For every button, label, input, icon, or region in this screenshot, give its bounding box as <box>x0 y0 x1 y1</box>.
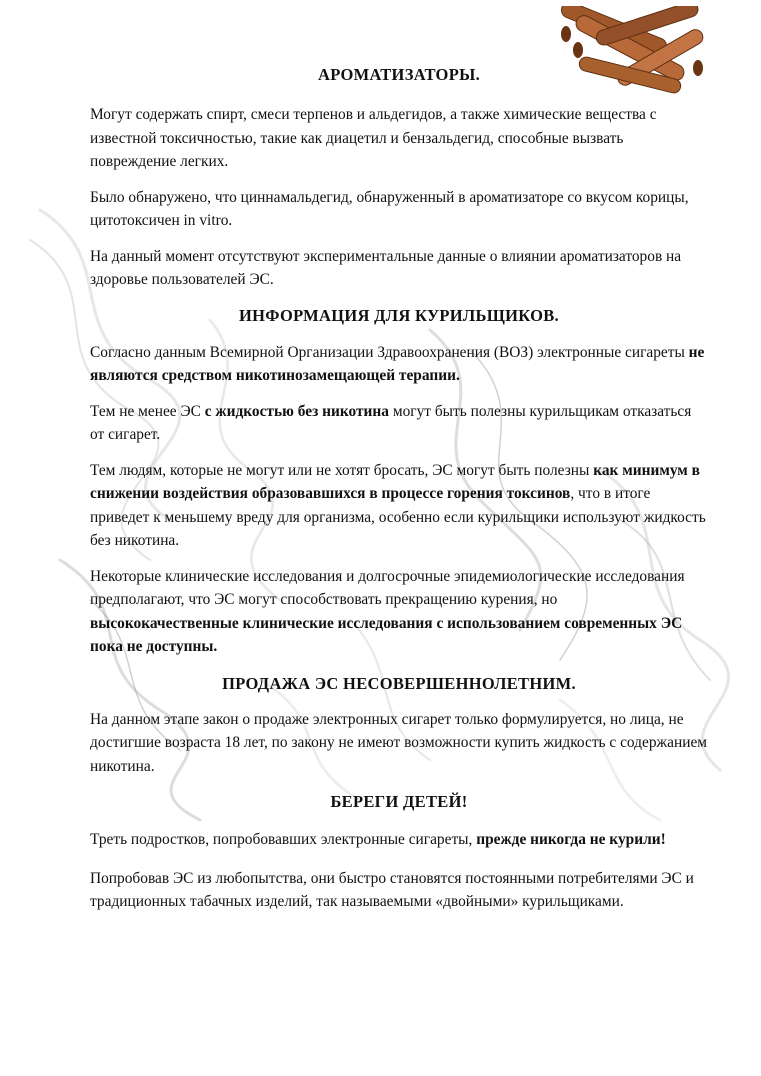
text-span: , что в итоге приведет к меньшему вреду для организма, особенно если курильщики используют жидкость без никотина. <box>90 485 706 549</box>
heading-protect-children: БЕРЕГИ ДЕТЕЙ! <box>330 792 468 811</box>
paragraph <box>90 828 708 852</box>
paragraph <box>90 565 708 659</box>
paragraph <box>90 341 708 388</box>
text-span: Согласно данным Всемирной Организации Здравоохранения (ВОЗ) электронные сигареты <box>90 343 689 361</box>
paragraph <box>90 459 708 553</box>
text-span: Треть подростков, попробовавших электронные сигареты, <box>90 831 477 848</box>
heading-smokers-info: ИНФОРМАЦИЯ ДЛЯ КУРИЛЬЩИКОВ. <box>239 305 559 325</box>
bold-text: как минимум в снижении воздействия образовавшихся в процессе горения токсинов <box>90 461 700 502</box>
text-span: Некоторые клинические исследования и долгосрочные эпидемиологические исследования предполагают, что ЭС могут способствовать прекращению курения, но <box>90 567 685 608</box>
bold-text: с жидкостью без никотина <box>204 402 389 420</box>
bold-text: не являются средством никотинозамещающей терапии. <box>90 343 705 384</box>
paragraph: На данном этапе закон о продаже электронных сигарет только формулируется, но лица, не достигшие возраста 18 лет, по закону не имеют возможности купить жидкость с содержанием никотина. <box>90 710 708 775</box>
paragraph: Могут содержать спирт, смеси терпенов и альдегидов, а также химические вещества с известной токсичностью, такие как диацетил и бензальдегид, способные вызвать повреждение легких. <box>90 106 657 170</box>
text-span: Тем не менее ЭС <box>90 402 205 420</box>
paragraph: Попробовав ЭС из любопытства, они быстро становятся постоянными потребителями ЭС и традиционных табачных изделий, так называемыми «двойными» курильщиками. <box>90 869 694 910</box>
document-body <box>90 58 708 914</box>
bold-text: прежде никогда не курили! <box>476 831 666 848</box>
paragraph: Было обнаружено, что циннамальдегид, обнаруженный в ароматизаторе со вкусом корицы, цитотоксичен in vitro. <box>90 188 689 229</box>
heading-minors-sale: ПРОДАЖА ЭС НЕСОВЕРШЕННОЛЕТНИМ. <box>222 673 576 693</box>
paragraph: На данный момент отсутствуют экспериментальные данные о влиянии ароматизаторов на здоровье пользователей ЭС. <box>90 247 682 288</box>
paragraph <box>90 400 708 447</box>
text-span: Тем людям, которые не могут или не хотят бросать, ЭС могут быть полезны <box>90 461 594 479</box>
bold-text: высококачественные клинические исследования с использованием современных ЭС пока не доступны. <box>90 614 683 655</box>
text-span: могут быть полезны курильщикам отказаться от сигарет. <box>90 402 692 443</box>
heading-flavorings: АРОМАТИЗАТОРЫ. <box>317 65 480 84</box>
